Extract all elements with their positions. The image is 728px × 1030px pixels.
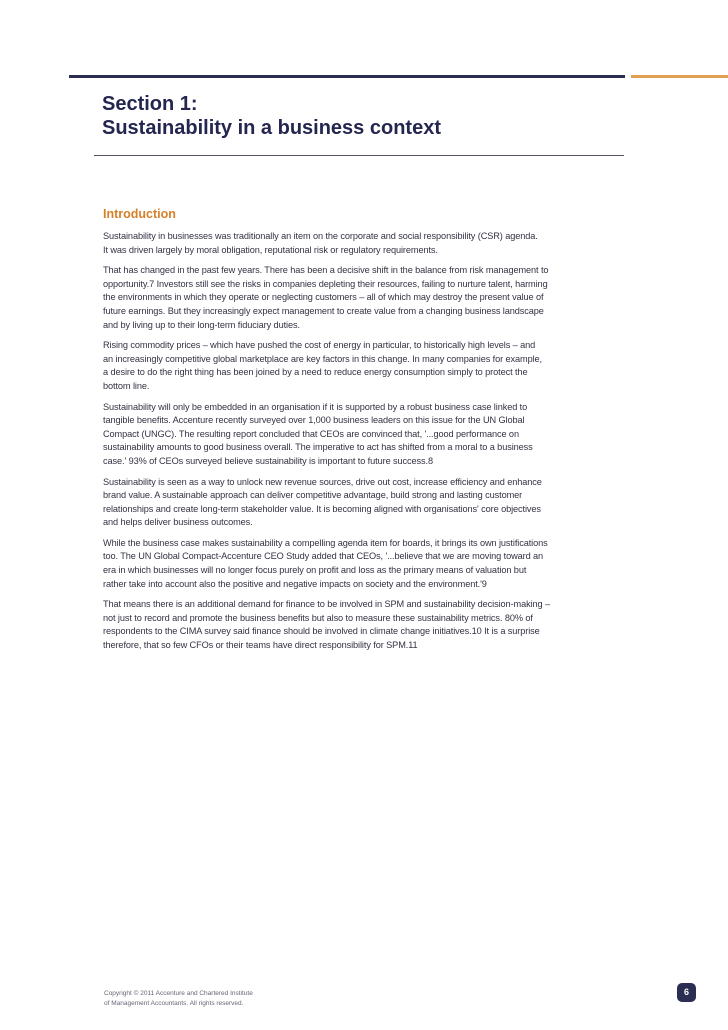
paragraph-4 <box>103 401 598 469</box>
paragraph-line: and helps deliver business outcomes. <box>103 517 253 528</box>
section-title <box>102 92 441 140</box>
paragraph-line: case.' 93% of CEOs surveyed believe sustainability is important to future success.8 <box>103 455 433 466</box>
paragraph-line: respondents to the CIMA survey said finance should be involved in climate change initiatives.10 It is a surprise <box>103 626 540 637</box>
paragraph-line: the environments in which they operate or neglecting customers – all of which may destroy the present value of <box>103 292 544 303</box>
copyright-line: Copyright © 2011 Accenture and Chartered Institute <box>104 990 253 997</box>
top-accent-rule <box>631 75 728 78</box>
paragraph-line: tangible benefits. Accenture recently surveyed over 1,000 business leaders on this issue for the UN Global <box>103 415 525 426</box>
paragraph-line: Compact (UNGC). The resulting report concluded that CEOs are convinced that, '...good performance on <box>103 428 519 439</box>
paragraph-line: Sustainability in businesses was traditionally an item on the corporate and social responsibility (CSR) agenda. <box>103 231 538 241</box>
paragraph-line: too. The UN Global Compact-Accenture CEO Study added that CEOs, '...believe that we are moving toward an <box>103 551 544 562</box>
paragraph-line: an increasingly competitive global marketplace are key factors in this change. In many companies for example, <box>103 353 543 364</box>
paragraph-line: a desire to do the right thing has been joined by a need to reduce energy consumption simply to protect the <box>103 367 528 378</box>
paragraph-line: relationships and create long-term stakeholder value. It is becoming aligned with organisations' core objectives <box>103 503 541 514</box>
paragraph-5 <box>103 476 598 530</box>
paragraph-line: sustainability amounts to good business overall. The imperative to act has shifted from a moral to a business <box>103 442 533 453</box>
paragraph-line: future earnings. But they increasingly expect management to create value from a changing business landscape <box>103 305 544 316</box>
paragraph-line: That means there is an additional demand for finance to be involved in SPM and sustainability decision-making – <box>103 599 551 610</box>
title-divider <box>94 155 624 156</box>
top-rule <box>69 75 625 78</box>
paragraph-line: While the business case makes sustainability a compelling agenda item for boards, it brings its own justifications <box>103 537 548 548</box>
paragraph-line: and by living up to their long-term fiduciary duties. <box>103 319 300 330</box>
paragraph-line: era in which businesses will no longer focus purely on profit and loss as the primary means of valuation but <box>103 565 527 576</box>
paragraph-line: rather take into account also the positive and negative impacts on society and the environment.'9 <box>103 578 487 589</box>
paragraph-2 <box>103 264 598 332</box>
paragraph-line: therefore, that so few CFOs or their teams have direct responsibility for SPM.11 <box>103 640 418 651</box>
copyright-footer <box>104 989 253 1009</box>
paragraph-line: Sustainability is seen as a way to unlock new revenue sources, drive out cost, increase efficiency and enhance <box>103 476 542 487</box>
section-heading: Sustainability in a business context <box>102 117 441 139</box>
paragraph-3 <box>103 339 598 393</box>
paragraph-line: It was driven largely by moral obligation, reputational risk or regulatory requirements. <box>103 244 438 255</box>
introduction-heading: Introduction <box>103 207 176 221</box>
paragraph-line: That has changed in the past few years. There has been a decisive shift in the balance from risk management to <box>103 265 549 276</box>
page-number-badge: 6 <box>677 983 696 1002</box>
paragraph-line: bottom line. <box>103 380 150 391</box>
paragraph-6 <box>103 537 598 591</box>
paragraph-7 <box>103 598 598 652</box>
paragraph-line: opportunity.7 Investors still see the risks in companies depleting their resources, failing to nurture talent, harming <box>103 278 548 289</box>
paragraph-line: brand value. A sustainable approach can deliver competitive advantage, build strong and lasting customer <box>103 490 523 501</box>
section-label: Section 1: <box>102 93 198 115</box>
body-content <box>103 207 598 660</box>
paragraph-1 <box>103 230 598 257</box>
paragraph-line: Sustainability will only be embedded in an organisation if it is supported by a robust business case linked to <box>103 401 528 412</box>
paragraph-line: Rising commodity prices – which have pushed the cost of energy in particular, to historically high levels – and <box>103 340 536 351</box>
paragraph-line: not just to record and promote the business benefits but also to measure these sustainability metrics. 80% of <box>103 612 533 623</box>
copyright-line: of Management Accountants. All rights reserved. <box>104 1000 244 1007</box>
